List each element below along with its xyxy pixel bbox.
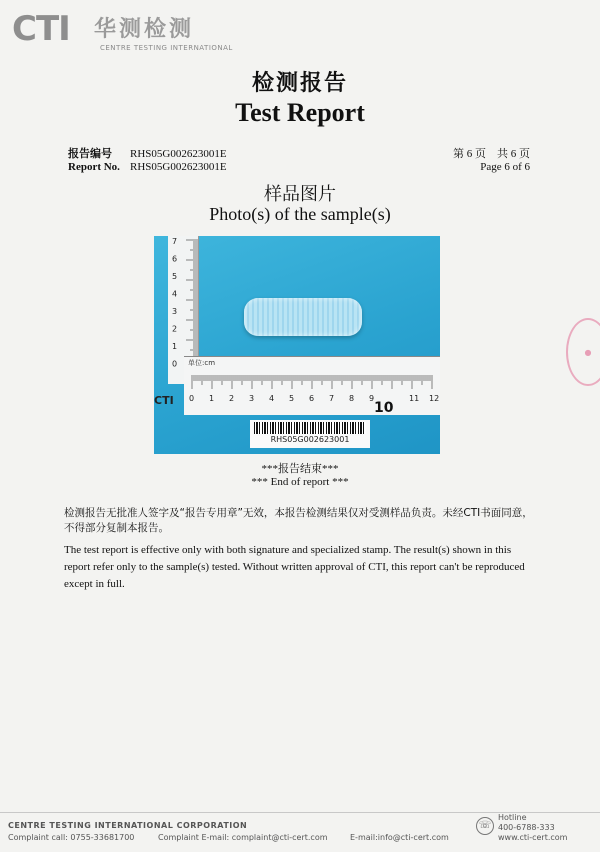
ruler-label: 0 bbox=[172, 359, 178, 369]
title-en: Test Report bbox=[235, 98, 365, 127]
section-title-cn: 样品图片 bbox=[264, 184, 336, 205]
hotline-number: 400-6788-333 bbox=[498, 823, 555, 832]
partial-seal-stamp: ● bbox=[566, 318, 600, 386]
ruler-label: 11 bbox=[409, 394, 420, 403]
ruler-label: 3 bbox=[172, 307, 178, 316]
company-logo bbox=[12, 10, 242, 52]
footer-corporation: CENTRE TESTING INTERNATIONAL CORPORATION bbox=[8, 821, 248, 830]
sample-photo bbox=[154, 236, 440, 454]
phone-icon: ☏ bbox=[476, 817, 494, 835]
ruler-label: 6 bbox=[309, 394, 315, 403]
ruler-label: 1 bbox=[172, 342, 178, 351]
ruler-label: 3 bbox=[249, 394, 255, 403]
footer-info-email: E-mail:info@cti-cert.com bbox=[350, 833, 449, 842]
logo-cn-name: 华测检测 bbox=[94, 17, 195, 42]
ruler-unit: 单位:cm bbox=[188, 359, 216, 367]
ruler-label: 7 bbox=[172, 237, 178, 246]
report-number-block bbox=[68, 148, 227, 174]
ruler-label: 1 bbox=[209, 394, 215, 403]
horizontal-ruler bbox=[184, 356, 440, 415]
footer-complaint-call: Complaint call: 0755-33681700 bbox=[8, 833, 135, 842]
statement-en: The test report is effective only with both signature and specialized stamp. The result(s) shown in this report refer only to the sample(s) tested. Without written approval of CTI, this report can't be reproduced except in full. bbox=[64, 544, 525, 590]
footer-website: www.cti-cert.com bbox=[498, 833, 568, 842]
footer-hotline bbox=[498, 813, 567, 843]
page-footer bbox=[0, 812, 600, 852]
barcode-bars bbox=[254, 422, 366, 434]
sample-item bbox=[244, 298, 362, 336]
ruler-label: 5 bbox=[289, 394, 295, 403]
ruler-label: 0 bbox=[189, 394, 195, 403]
page-number-en: Page 6 of 6 bbox=[480, 161, 530, 173]
footer-complaint-email: Complaint E-mail: complaint@cti-cert.com bbox=[158, 833, 328, 842]
page-number-block bbox=[453, 148, 530, 174]
report-no-cn: RHS05G002623001E bbox=[130, 148, 227, 160]
barcode-text: RHS05G002623001 bbox=[270, 435, 350, 444]
barcode-label bbox=[250, 420, 370, 448]
logo-en-name: CENTRE TESTING INTERNATIONAL bbox=[100, 44, 233, 52]
section-title-en: Photo(s) of the sample(s) bbox=[209, 204, 391, 224]
ruler-ten-mark: 10 bbox=[374, 400, 394, 416]
statement-cn: 检测报告无批准人签字及“报告专用章”无效，本报告检测结果仅对受测样品负责。未经CTI书面同意，不得部分复制本报告。 bbox=[64, 507, 533, 534]
ruler-label: 6 bbox=[172, 254, 178, 264]
end-of-report-en: *** End of report *** bbox=[251, 476, 349, 488]
end-of-report-cn: ***报告结束*** bbox=[261, 463, 339, 475]
hotline-label: Hotline bbox=[498, 813, 527, 822]
page-number-cn: 第 6 页 共 6 页 bbox=[453, 148, 530, 160]
report-no-label-en: Report No. bbox=[68, 161, 120, 173]
ruler-label: 4 bbox=[172, 289, 178, 299]
title-cn: 检测报告 bbox=[251, 71, 348, 96]
logo-mark: CTI bbox=[12, 9, 70, 49]
ruler-label: 2 bbox=[229, 394, 235, 403]
ruler-label: 2 bbox=[172, 324, 178, 334]
ruler-label: 7 bbox=[329, 394, 335, 403]
ruler-label: 4 bbox=[269, 394, 275, 403]
ruler-label: 12 bbox=[429, 394, 440, 403]
report-no-en: RHS05G002623001E bbox=[130, 161, 227, 173]
ruler-label: 8 bbox=[349, 394, 355, 403]
horizontal-ruler-ticks bbox=[184, 357, 440, 415]
ruler-brand: CTI bbox=[154, 394, 174, 407]
ruler-label: 5 bbox=[172, 272, 178, 281]
ruler-label: 9 bbox=[369, 394, 375, 403]
report-no-label-cn: 报告编号 bbox=[68, 148, 112, 160]
